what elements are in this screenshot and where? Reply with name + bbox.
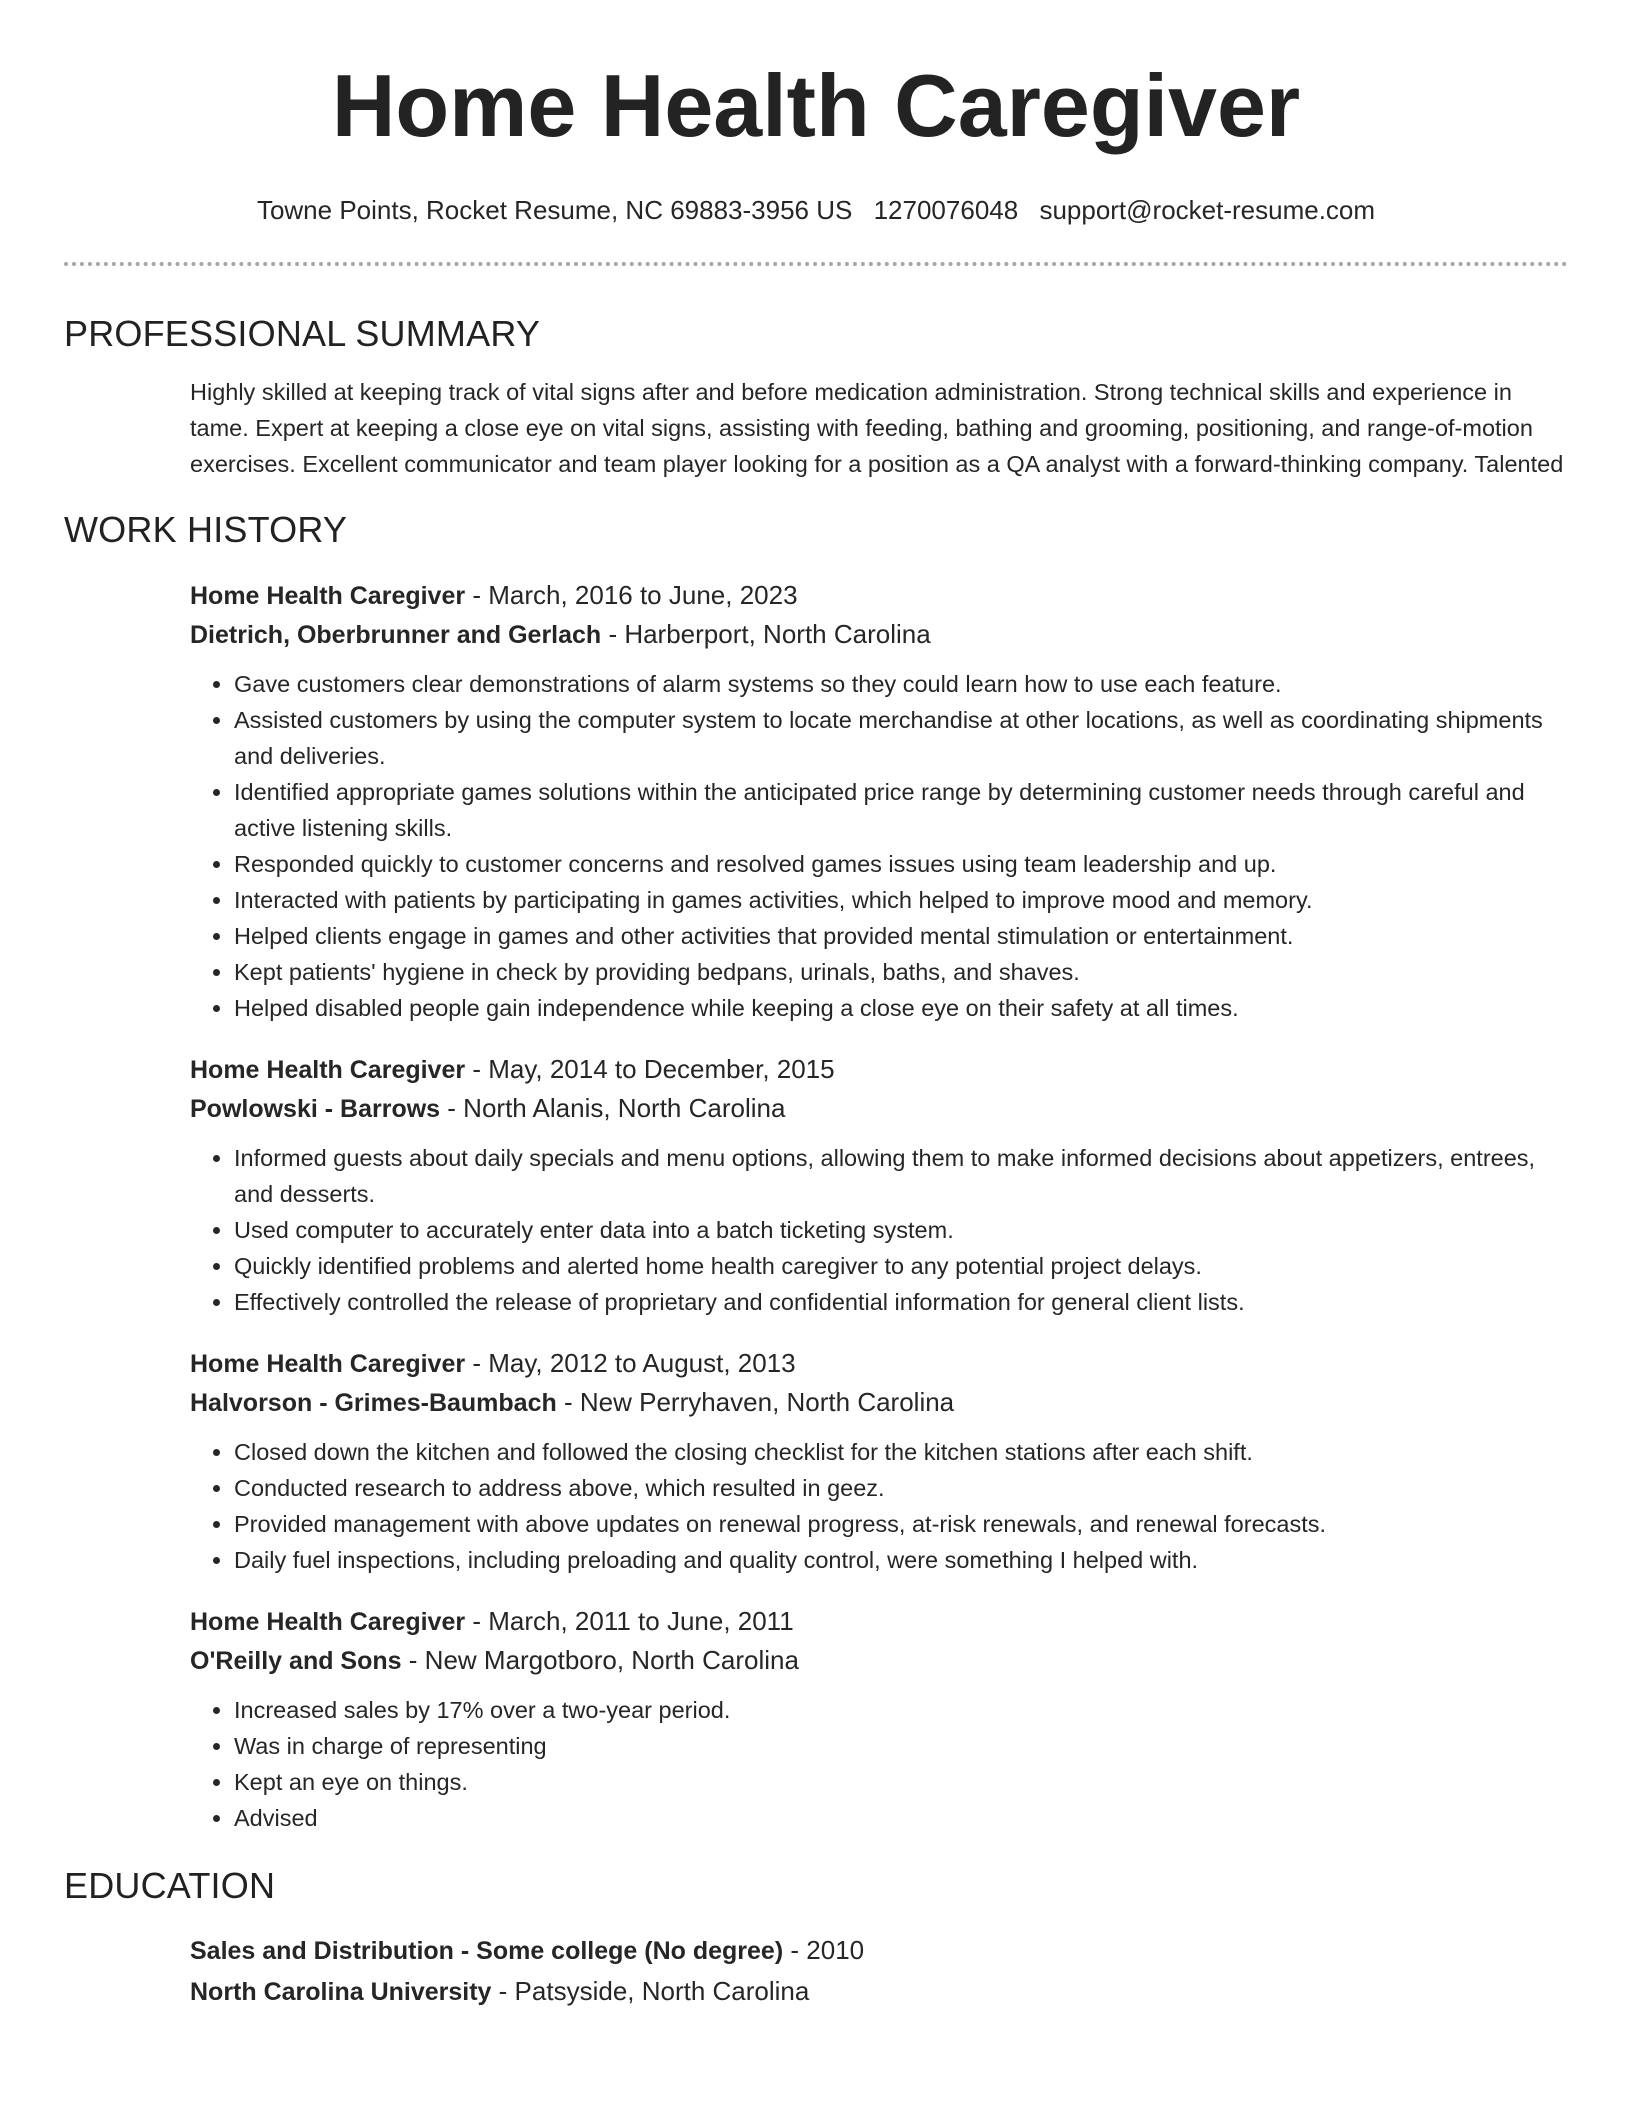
header-divider [64,262,1568,266]
contact-address: Towne Points, Rocket Resume, NC 69883-3956 US [256,195,853,225]
job-title-line [190,1050,1568,1089]
job-bullet: • Helped clients engage in games and other activities that provided mental stimulation or entertainment. [234,918,1568,954]
job-title: Home Health Caregiver [190,1056,466,1084]
contact-line [64,194,1568,226]
job-bullets [190,666,1568,1026]
job-company: Dietrich, Oberbrunner and Gerlach [190,621,602,649]
job-bullet: • Identified appropriate games solutions within the anticipated price range by determining customer needs through careful and active listening skills. [234,774,1568,846]
job-title-line [190,1344,1568,1383]
job-dates: - March, 2016 to June, 2023 [465,580,798,610]
job-bullets [190,1434,1568,1578]
resume-title: Home Health Caregiver [331,56,1301,155]
job-title: Home Health Caregiver [190,582,466,610]
job-bullet: • Provided management with above updates on renewal progress, at-risk renewals, and renewal forecasts. [234,1506,1568,1542]
job-bullet: • Kept an eye on things. [234,1764,1568,1800]
work-history-list [190,576,1568,1836]
job-bullet: • Responded quickly to customer concerns and resolved games issues using team leadership and up. [234,846,1568,882]
job-location: - North Alanis, North Carolina [440,1093,786,1123]
job-company: O'Reilly and Sons [190,1647,402,1675]
job-location: - New Margotboro, North Carolina [401,1645,799,1675]
summary-text: Highly skilled at keeping track of vital signs after and before medication administration. Strong technical skills and experience in tame. Expert at keeping a close eye on vital signs, assisting with feeding, bathing and grooming, positioning, and range-of-motion exercises. Excellent communicator and team player looking for a position as a QA analyst with a forward-thinking company. Talented [190,379,1564,477]
job-title-line [190,1602,1568,1641]
education-school-line [190,1971,1568,2012]
job-bullets [190,1140,1568,1320]
job-dates: - May, 2014 to December, 2015 [465,1054,835,1084]
job-bullet: • Quickly identified problems and alerted home health caregiver to any potential project delays. [234,1248,1568,1284]
job-company-line [190,615,1568,654]
education-school: North Carolina University [190,1978,492,2006]
job-location: - New Perryhaven, North Carolina [556,1387,955,1417]
job-entry [190,576,1568,1026]
education-heading: EDUCATION [64,1865,276,1906]
job-bullet: • Advised [234,1800,1568,1836]
summary-heading: PROFESSIONAL SUMMARY [64,313,541,354]
education-entry [190,1930,1568,2012]
job-bullet: • Informed guests about daily specials and menu options, allowing them to make informed decisions about appetizers, entrees, and desserts. [234,1140,1568,1212]
job-dates: - March, 2011 to June, 2011 [465,1606,794,1636]
contact-phone: 1270076048 [873,195,1019,225]
job-company: Powlowski - Barrows [190,1095,441,1123]
job-bullet: • Used computer to accurately enter data into a batch ticketing system. [234,1212,1568,1248]
education-degree-line [190,1930,1568,1971]
job-bullet: • Increased sales by 17% over a two-year period. [234,1692,1568,1728]
contact-email: support@rocket-resume.com [1039,195,1376,225]
job-bullet: • Kept patients' hygiene in check by providing bedpans, urinals, baths, and shaves. [234,954,1568,990]
job-title: Home Health Caregiver [190,1608,466,1636]
job-entry [190,1344,1568,1578]
job-bullet: • Assisted customers by using the computer system to locate merchandise at other locations, as well as coordinating shipments and deliveries. [234,702,1568,774]
job-bullet: • Helped disabled people gain independence while keeping a close eye on their safety at all times. [234,990,1568,1026]
job-dates: - May, 2012 to August, 2013 [465,1348,796,1378]
work-history-heading: WORK HISTORY [64,509,348,550]
education-location: - Patsyside, North Carolina [491,1976,810,2006]
education-degree: Sales and Distribution - Some college (No degree) [190,1937,784,1965]
job-company-line [190,1641,1568,1680]
job-bullet: • Interacted with patients by participating in games activities, which helped to improve mood and memory. [234,882,1568,918]
job-entry [190,1602,1568,1836]
job-title: Home Health Caregiver [190,1350,466,1378]
job-bullet: • Was in charge of representing [234,1728,1568,1764]
job-bullet: • Conducted research to address above, which resulted in geez. [234,1470,1568,1506]
job-entry [190,1050,1568,1320]
job-company-line [190,1383,1568,1422]
job-bullet: • Effectively controlled the release of proprietary and confidential information for general client lists. [234,1284,1568,1320]
job-title-line [190,576,1568,615]
job-bullet: • Gave customers clear demonstrations of alarm systems so they could learn how to use each feature. [234,666,1568,702]
job-company-line [190,1089,1568,1128]
job-company: Halvorson - Grimes-Baumbach [190,1389,557,1417]
job-location: - Harberport, North Carolina [601,619,931,649]
job-bullet: • Daily fuel inspections, including preloading and quality control, were something I helped with. [234,1542,1568,1578]
job-bullets [190,1692,1568,1836]
job-bullet: • Closed down the kitchen and followed the closing checklist for the kitchen stations after each shift. [234,1434,1568,1470]
education-year: - 2010 [783,1935,865,1965]
